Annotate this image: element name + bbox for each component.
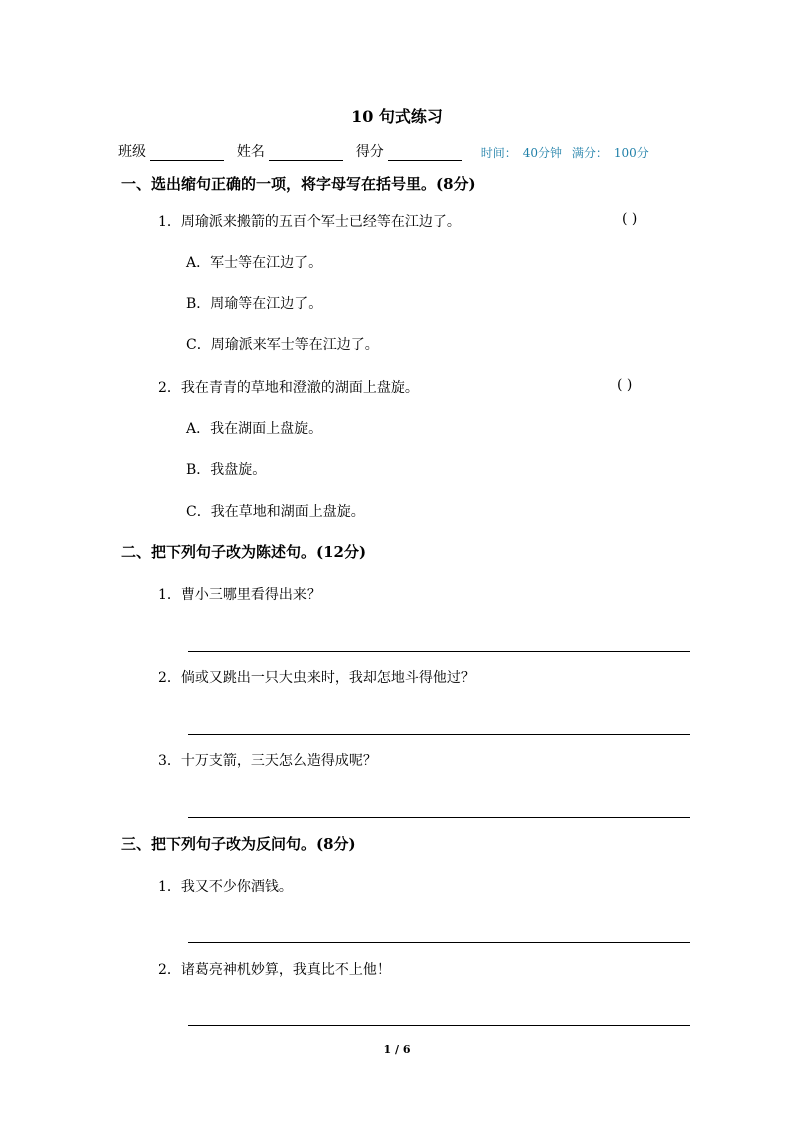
question-text: 2．诸葛亮神机妙算，我真比不上他！ [158, 962, 391, 978]
class-blank[interactable] [150, 144, 224, 161]
question-text: 3．十万支箭，三天怎么造得成呢？ [158, 753, 377, 769]
full-score-label: 满分： [571, 146, 608, 160]
section-heading-1: 一、选出缩句正确的一项，将字母写在括号里。(8分) [121, 175, 476, 193]
answer-line[interactable] [188, 817, 690, 818]
full-score-value: 100分 [613, 146, 649, 160]
score-blank[interactable] [388, 144, 462, 161]
name-blank[interactable] [269, 144, 343, 161]
answer-parenthesis[interactable]: ( ) [622, 211, 638, 227]
score-label: 得分 [355, 144, 384, 160]
question-text: 2．倘或又跳出一只大虫来时，我却怎地斗得他过？ [158, 670, 475, 686]
answer-line[interactable] [188, 942, 690, 943]
option-b: B．我盘旋。 [186, 462, 267, 478]
name-label: 姓名 [236, 144, 265, 160]
answer-line[interactable] [188, 734, 690, 735]
section-heading-2: 二、把下列句子改为陈述句。(12分) [121, 543, 367, 561]
answer-parenthesis[interactable]: ( ) [617, 377, 633, 393]
time-value: 40分钟 [522, 146, 563, 160]
answer-line[interactable] [188, 651, 690, 652]
question-text: 1．曹小三哪里看得出来？ [158, 587, 321, 603]
option-b: B．周瑜等在江边了。 [186, 296, 323, 312]
section-heading-3: 三、把下列句子改为反问句。(8分) [121, 835, 356, 853]
question-text: 1．周瑜派来搬箭的五百个军士已经等在江边了。 [158, 214, 461, 230]
option-a: A．军士等在江边了。 [186, 255, 323, 271]
page-title: 10 句式练习 [351, 107, 443, 126]
page-number: 1 / 6 [383, 1043, 411, 1056]
option-a: A．我在湖面上盘旋。 [186, 421, 323, 437]
class-label: 班级 [118, 144, 146, 160]
time-label: 时间： [480, 146, 517, 160]
exam-meta [481, 144, 655, 161]
question-text: 1．我又不少你酒钱。 [158, 879, 293, 895]
option-c: C．周瑜派来军士等在江边了。 [186, 337, 379, 353]
answer-line[interactable] [188, 1025, 690, 1026]
option-c: C．我在草地和湖面上盘旋。 [186, 504, 365, 520]
student-info-line [118, 141, 655, 161]
question-text: 2．我在青青的草地和澄澈的湖面上盘旋。 [158, 380, 419, 396]
